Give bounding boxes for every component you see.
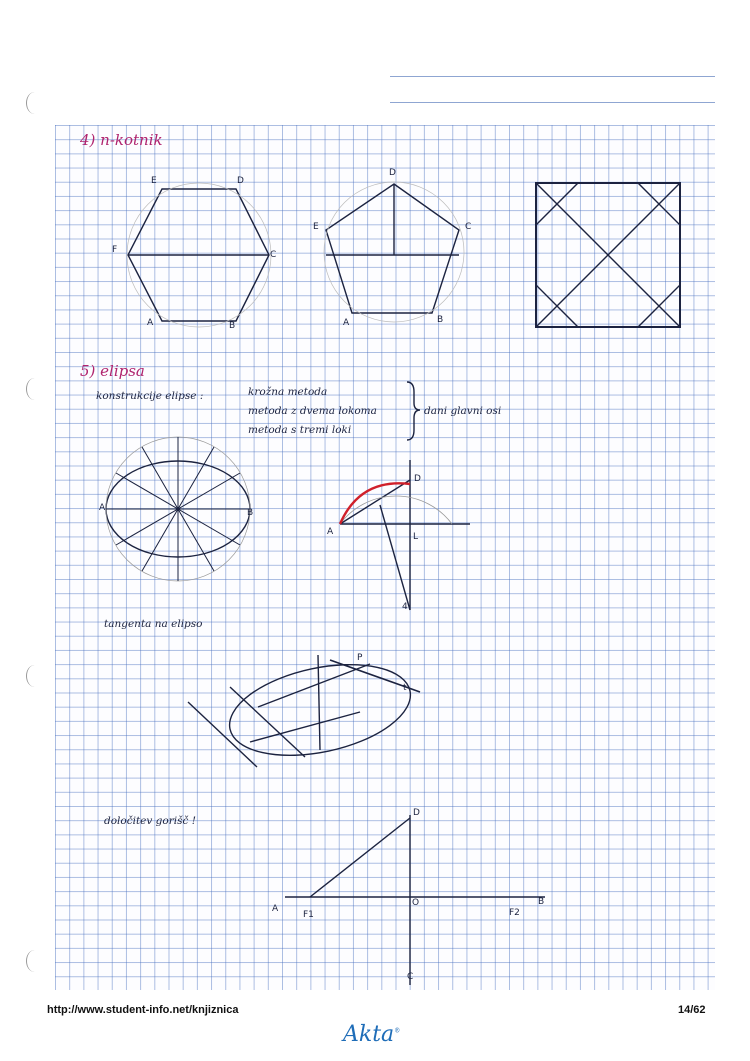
vertex-label: B — [247, 508, 254, 518]
construction-label: konstrukcije elipse : — [96, 390, 204, 402]
vertex-label: 4 — [402, 602, 408, 612]
section5-title: 5) elipsa — [80, 362, 145, 380]
vertex-label: D — [413, 808, 420, 818]
method-2: metoda z dvema lokoma — [248, 405, 377, 417]
method-1: krožna metoda — [248, 386, 328, 398]
vertex-label: D — [389, 168, 396, 178]
pentagon-shape — [326, 184, 459, 313]
vertex-label: F2 — [509, 908, 520, 918]
vertex-label: P — [357, 653, 363, 663]
tangent-line — [258, 664, 370, 707]
tangent-line — [250, 712, 360, 742]
vertex-label: E — [151, 176, 157, 186]
vertex-label: t — [403, 683, 407, 693]
vertex-label: L — [413, 532, 419, 542]
tangent-ellipse — [221, 650, 418, 770]
tangent-line — [318, 655, 320, 750]
tangent-label: tangenta na elipso — [104, 618, 203, 630]
vertex-label: C — [407, 972, 414, 982]
arc-line — [380, 505, 410, 610]
methods-brace — [407, 382, 420, 440]
akta-logo: Akta® — [343, 1022, 401, 1047]
vertex-label: F — [112, 245, 118, 255]
page-number: 14/62 — [678, 1004, 706, 1016]
focus-radius-line — [310, 818, 410, 897]
vertex-label: A — [99, 503, 106, 513]
tangent-line — [188, 702, 257, 767]
vertex-label: D — [414, 474, 421, 484]
section4-title: 4) n-kotnik — [80, 131, 163, 149]
vertex-label: B — [437, 315, 444, 325]
vertex-label: B — [229, 321, 236, 331]
footer-url[interactable]: http://www.student-info.net/knjiznica — [47, 1004, 239, 1016]
vertex-label: C — [270, 250, 277, 260]
vertex-label: F1 — [303, 910, 314, 920]
tangent-line — [230, 687, 305, 757]
vertex-label: C — [465, 222, 472, 232]
vertex-label: A — [147, 318, 154, 328]
vertex-label: D — [237, 176, 244, 186]
vertex-label: A — [327, 527, 334, 537]
vertex-label: A — [343, 318, 350, 328]
ellipse-spokes — [106, 437, 250, 581]
vertex-label: B — [538, 897, 545, 907]
vertex-label: E — [313, 222, 319, 232]
axes-note: dani glavni osi — [424, 405, 502, 417]
vertex-label: A — [272, 904, 279, 914]
method-3: metoda s tremi loki — [248, 424, 352, 436]
focus-label: določitev gorišč ! — [104, 815, 196, 827]
vertex-label: O — [412, 898, 420, 908]
